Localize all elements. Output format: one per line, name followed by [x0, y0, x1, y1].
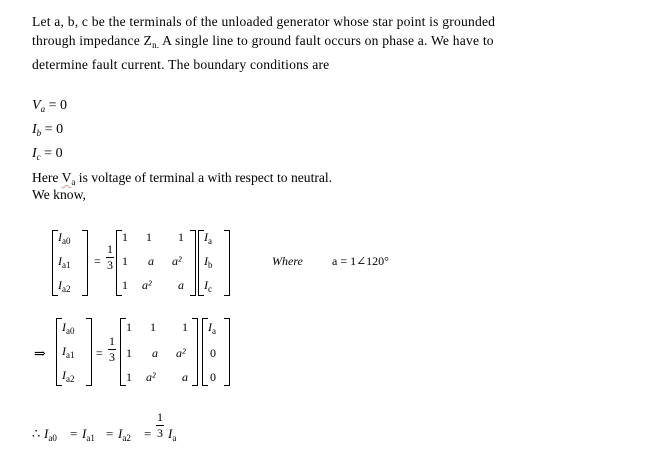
condition-va-symbol: V [32, 98, 41, 113]
a2-matrix-right-bracket [192, 318, 198, 386]
lhs2-i-a0: $I_{a0}$ [62, 320, 75, 336]
intro-line-2 [32, 31, 612, 55]
equals-sign: = [94, 254, 101, 268]
condition-ib-value: = 0 [44, 122, 64, 137]
a2-matrix-cell: a [152, 346, 158, 360]
a-matrix-cell: 1 [178, 230, 184, 244]
intro-line-1: Let a, b, c be the terminals of the unloaded generator whose star point is grounded [32, 14, 496, 29]
matrix-equation-1 [52, 224, 292, 304]
result-fraction: 1 3 [157, 410, 163, 440]
note-post: is voltage of terminal a with respect to neutral. [75, 170, 333, 185]
a-matrix-cell: a² [172, 254, 182, 268]
note-line [32, 170, 332, 187]
a-matrix-cell: 1 [122, 278, 128, 292]
a-matrix-cell: a² [142, 278, 152, 292]
a-matrix-cell: 1 [146, 230, 152, 244]
result-i-a: $I_a$ [168, 426, 177, 443]
note-term-symbol: V [61, 170, 72, 185]
rhs2-zero: 0 [210, 370, 216, 384]
impedance-subscript: n. [152, 40, 160, 50]
note-term [62, 170, 76, 185]
implies-arrow: ⇒ [34, 347, 46, 362]
a-matrix-cell: a [148, 254, 154, 268]
rhs2-right-bracket [224, 318, 230, 386]
equals-sign-2: = [96, 346, 103, 360]
condition-va-value: = 0 [48, 98, 67, 113]
a-matrix-right-bracket [190, 230, 196, 296]
lhs2-right-bracket [86, 318, 92, 386]
lhs-i-a0: $I_{a0}$ [58, 230, 71, 246]
a2-matrix-cell: 1 [126, 370, 132, 384]
where-label: Where [272, 254, 303, 268]
rhs2-zero: 0 [210, 346, 216, 360]
result-i-a2: $I_{a2}$ [118, 426, 131, 443]
matrix-equation-2 [56, 318, 256, 398]
lhs-i-a2: $I_{a2}$ [58, 278, 71, 294]
a-matrix-cell: 1 [122, 230, 128, 244]
a2-matrix-cell: 1 [150, 320, 156, 334]
result-equals-3: = [144, 426, 152, 441]
condition-va-sub: a [40, 104, 46, 114]
lhs2-i-a1: $I_{a1}$ [62, 344, 75, 360]
condition-ic-sub: c [36, 152, 41, 162]
condition-ic-value: = 0 [44, 146, 63, 161]
a2-matrix-cell: 1 [182, 320, 188, 334]
intro-line-2-tail: A single line to ground fault occurs on phase a. We have to [159, 33, 494, 48]
rhs-i-c: $I_c$ [204, 278, 212, 294]
condition-ib [32, 122, 63, 138]
rhs-right-bracket [224, 230, 230, 296]
one-third-fraction: 1 3 [107, 242, 113, 272]
condition-ic-symbol: I [32, 146, 37, 161]
note-term-sub: a [71, 177, 76, 187]
a2-matrix-cell: 1 [126, 346, 132, 360]
condition-ic [32, 146, 63, 162]
note-pre: Here [32, 170, 62, 185]
we-know: We know, [32, 187, 86, 202]
a2-matrix-cell: a² [176, 346, 186, 360]
a2-matrix-cell: a² [146, 370, 156, 384]
rhs2-i-a: $I_a$ [208, 320, 216, 336]
result-equals-1: = [70, 426, 78, 441]
a2-matrix-cell: 1 [126, 320, 132, 334]
lhs-i-a1: $I_{a1}$ [58, 254, 71, 270]
a-matrix-cell: a [178, 278, 184, 292]
intro-line-2-text: through impedance Z [32, 33, 153, 48]
rhs-i-a: $I_a$ [204, 230, 212, 246]
result-i-a0: $I_{a0}$ [44, 426, 57, 443]
rhs-i-b: $I_b$ [204, 254, 213, 270]
therefore-symbol: ∴ [32, 426, 41, 441]
condition-ib-symbol: I [32, 122, 37, 137]
where-expression: a = 1∠120° [332, 254, 389, 268]
condition-ib-sub: b [36, 128, 42, 138]
condition-va [32, 98, 67, 114]
intro-paragraph [32, 12, 612, 74]
result-equals-2: = [106, 426, 114, 441]
lhs2-i-a2: $I_{a2}$ [62, 368, 75, 384]
result-i-a1: $I_{a1}$ [82, 426, 95, 443]
intro-line-3: determine fault current. The boundary conditions are [32, 57, 330, 72]
one-third-fraction-2: 1 3 [109, 334, 115, 364]
a-matrix-cell: 1 [122, 254, 128, 268]
a2-matrix-cell: a [182, 370, 188, 384]
lhs-right-bracket [82, 230, 88, 296]
